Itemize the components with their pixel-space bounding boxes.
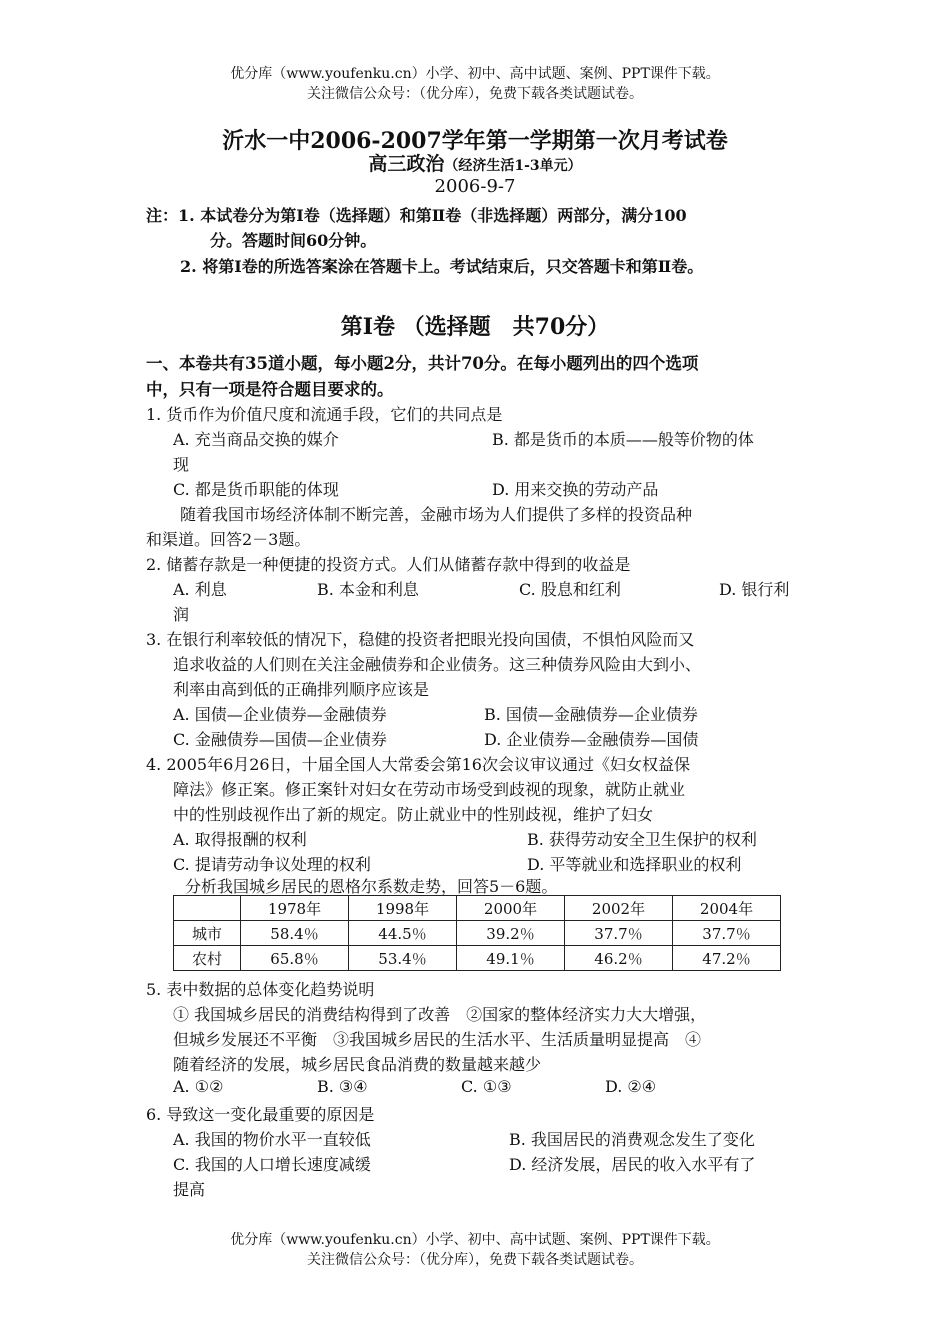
table-cell: 37.7％: [565, 921, 673, 946]
q3-stem: 3. 在银行利率较低的情况下，稳健的投资者把眼光投向国债，不惧怕风险而又: [146, 630, 695, 649]
q4-stem-line-3: 中的性别歧视作出了新的规定。防止就业中的性别歧视，维护了妇女: [173, 805, 654, 824]
table-cell: 49.1％: [457, 946, 565, 971]
q4-stem-line-2: 障法》修正案。修正案针对妇女在劳动市场受到歧视的现象，就防止就业: [173, 780, 686, 799]
q6-option-d-cont: 提高: [173, 1180, 206, 1199]
q1-option-b: B. 都是货币的本质——般等价物的体: [492, 430, 754, 449]
q1-option-b-cont: 现: [173, 455, 190, 474]
q5-statement-line-1: ① 我国城乡居民的消费结构得到了改善 ②国家的整体经济实力大大增强，: [173, 1005, 707, 1024]
q5-option-d: D. ②④: [605, 1077, 657, 1096]
intro-q2-3: 随着我国市场经济体制不断完善，金融市场为人们提供了多样的投资品种: [180, 505, 693, 524]
table-cell: 39.2％: [457, 921, 565, 946]
q4-stem: 4. 2005年6月26日，十届全国人大常委会第16次会议审议通过《妇女权益保: [146, 755, 690, 774]
q1-stem: 1. 货币作为价值尺度和流通手段，它们的共同点是: [146, 405, 503, 424]
q6-option-d: D. 经济发展，居民的收入水平有了: [509, 1155, 756, 1174]
note-1-cont: 分。答题时间60分钟。: [210, 231, 377, 250]
section-instructions-cont: 中，只有一项是符合题目要求的。: [146, 380, 394, 399]
q1-option-d: D. 用来交换的劳动产品: [492, 480, 659, 499]
table-row-city: [174, 921, 781, 946]
table-cell: 53.4％: [349, 946, 457, 971]
table-cell: 58.4％: [241, 921, 349, 946]
subject-scope: （经济生活1-3单元）: [444, 158, 582, 174]
q5-stem: 5. 表中数据的总体变化趋势说明: [146, 980, 375, 999]
table-cell: 44.5％: [349, 921, 457, 946]
table-cell: 37.7％: [673, 921, 781, 946]
exam-subtitle: [0, 149, 950, 176]
year-header: 2002年: [565, 896, 673, 921]
footer-line-1: 优分库（www.youfenku.cn）小学、初中、高中试题、案例、PPT课件下载。: [230, 1232, 720, 1248]
q4-option-b: B. 获得劳动安全卫生保护的权利: [527, 830, 757, 849]
q5-option-a: A. ①②: [173, 1077, 224, 1096]
q3-option-b: B. 国债—金融债券—企业债券: [484, 705, 698, 724]
q3-option-c: C. 金融债券—国债—企业债券: [173, 730, 387, 749]
row-label: 城市: [174, 921, 241, 946]
year-header: 1998年: [349, 896, 457, 921]
q2-stem: 2. 储蓄存款是一种便捷的投资方式。人们从储蓄存款中得到的收益是: [146, 555, 631, 574]
year-header: 1978年: [241, 896, 349, 921]
exam-title: 沂水一中2006-2007学年第一学期第一次月考试卷: [222, 128, 728, 154]
table-header-row: [174, 896, 781, 921]
q3-option-a: A. 国债—企业债券—金融债券: [173, 705, 387, 724]
row-label: 农村: [174, 946, 241, 971]
q5-statement-line-2: 但城乡发展还不平衡 ③我国城乡居民的生活水平、生活质量明显提高 ④: [173, 1030, 702, 1049]
q2-option-a: A. 利息: [173, 580, 227, 599]
q1-option-c: C. 都是货币职能的体现: [173, 480, 339, 499]
q6-option-c: C. 我国的人口增长速度减缓: [173, 1155, 371, 1174]
exam-date: 2006-9-7: [434, 176, 516, 197]
q3-option-d: D. 企业债券—金融债券—国债: [484, 730, 699, 749]
q4-option-d: D. 平等就业和选择职业的权利: [527, 855, 742, 874]
q6-option-b: B. 我国居民的消费观念发生了变化: [509, 1130, 755, 1149]
table-corner-cell: [174, 896, 241, 921]
q5-option-c: C. ①③: [461, 1077, 512, 1096]
q4-option-c: C. 提请劳动争议处理的权利: [173, 855, 371, 874]
subject-label: 高三政治: [368, 153, 445, 175]
q4-option-a: A. 取得报酬的权利: [173, 830, 307, 849]
engel-coefficient-table: [173, 895, 781, 971]
q2-option-c: C. 股息和红利: [519, 580, 621, 599]
table-row-rural: [174, 946, 781, 971]
header-line-1: 优分库（www.youfenku.cn）小学、初中、高中试题、案例、PPT课件下载。: [230, 66, 720, 82]
q1-option-a: A. 充当商品交换的媒介: [173, 430, 339, 449]
section-title: 第Ⅰ卷 （选择题 共70分）: [340, 314, 610, 340]
footer-line-2: 关注微信公众号：（优分库），免费下载各类试题试卷。: [307, 1252, 643, 1268]
q2-option-d: D. 银行利: [719, 580, 790, 599]
table-cell: 46.2％: [565, 946, 673, 971]
note-2: 2. 将第Ⅰ卷的所选答案涂在答题卡上。考试结束后，只交答题卡和第Ⅱ卷。: [180, 257, 704, 276]
intro-q5-6: 分析我国城乡居民的恩格尔系数走势，回答5－6题。: [185, 877, 558, 896]
q6-option-a: A. 我国的物价水平一直较低: [173, 1130, 371, 1149]
q2-option-d-cont: 润: [173, 605, 190, 624]
q6-stem: 6. 导致这一变化最重要的原因是: [146, 1105, 375, 1124]
year-header: 2000年: [457, 896, 565, 921]
q3-stem-line-2: 追求收益的人们则在关注金融债券和企业债务。这三种债券风险由大到小、: [173, 655, 702, 674]
note-1: 注：1. 本试卷分为第Ⅰ卷（选择题）和第Ⅱ卷（非选择题）两部分，满分100: [146, 206, 687, 225]
q3-stem-line-3: 利率由高到低的正确排列顺序应该是: [173, 680, 430, 699]
year-header: 2004年: [673, 896, 781, 921]
intro-q2-3-cont: 和渠道。回答2－3题。: [146, 530, 311, 549]
section-instructions: 一、本卷共有35道小题，每小题2分，共计70分。在每小题列出的四个选项: [146, 354, 699, 373]
table-cell: 65.8％: [241, 946, 349, 971]
table-cell: 47.2％: [673, 946, 781, 971]
q2-option-b: B. 本金和利息: [317, 580, 419, 599]
q5-option-b: B. ③④: [317, 1077, 368, 1096]
q5-statement-line-3: 随着经济的发展，城乡居民食品消费的数量越来越少: [173, 1055, 542, 1074]
header-line-2: 关注微信公众号：（优分库），免费下载各类试题试卷。: [307, 86, 643, 102]
